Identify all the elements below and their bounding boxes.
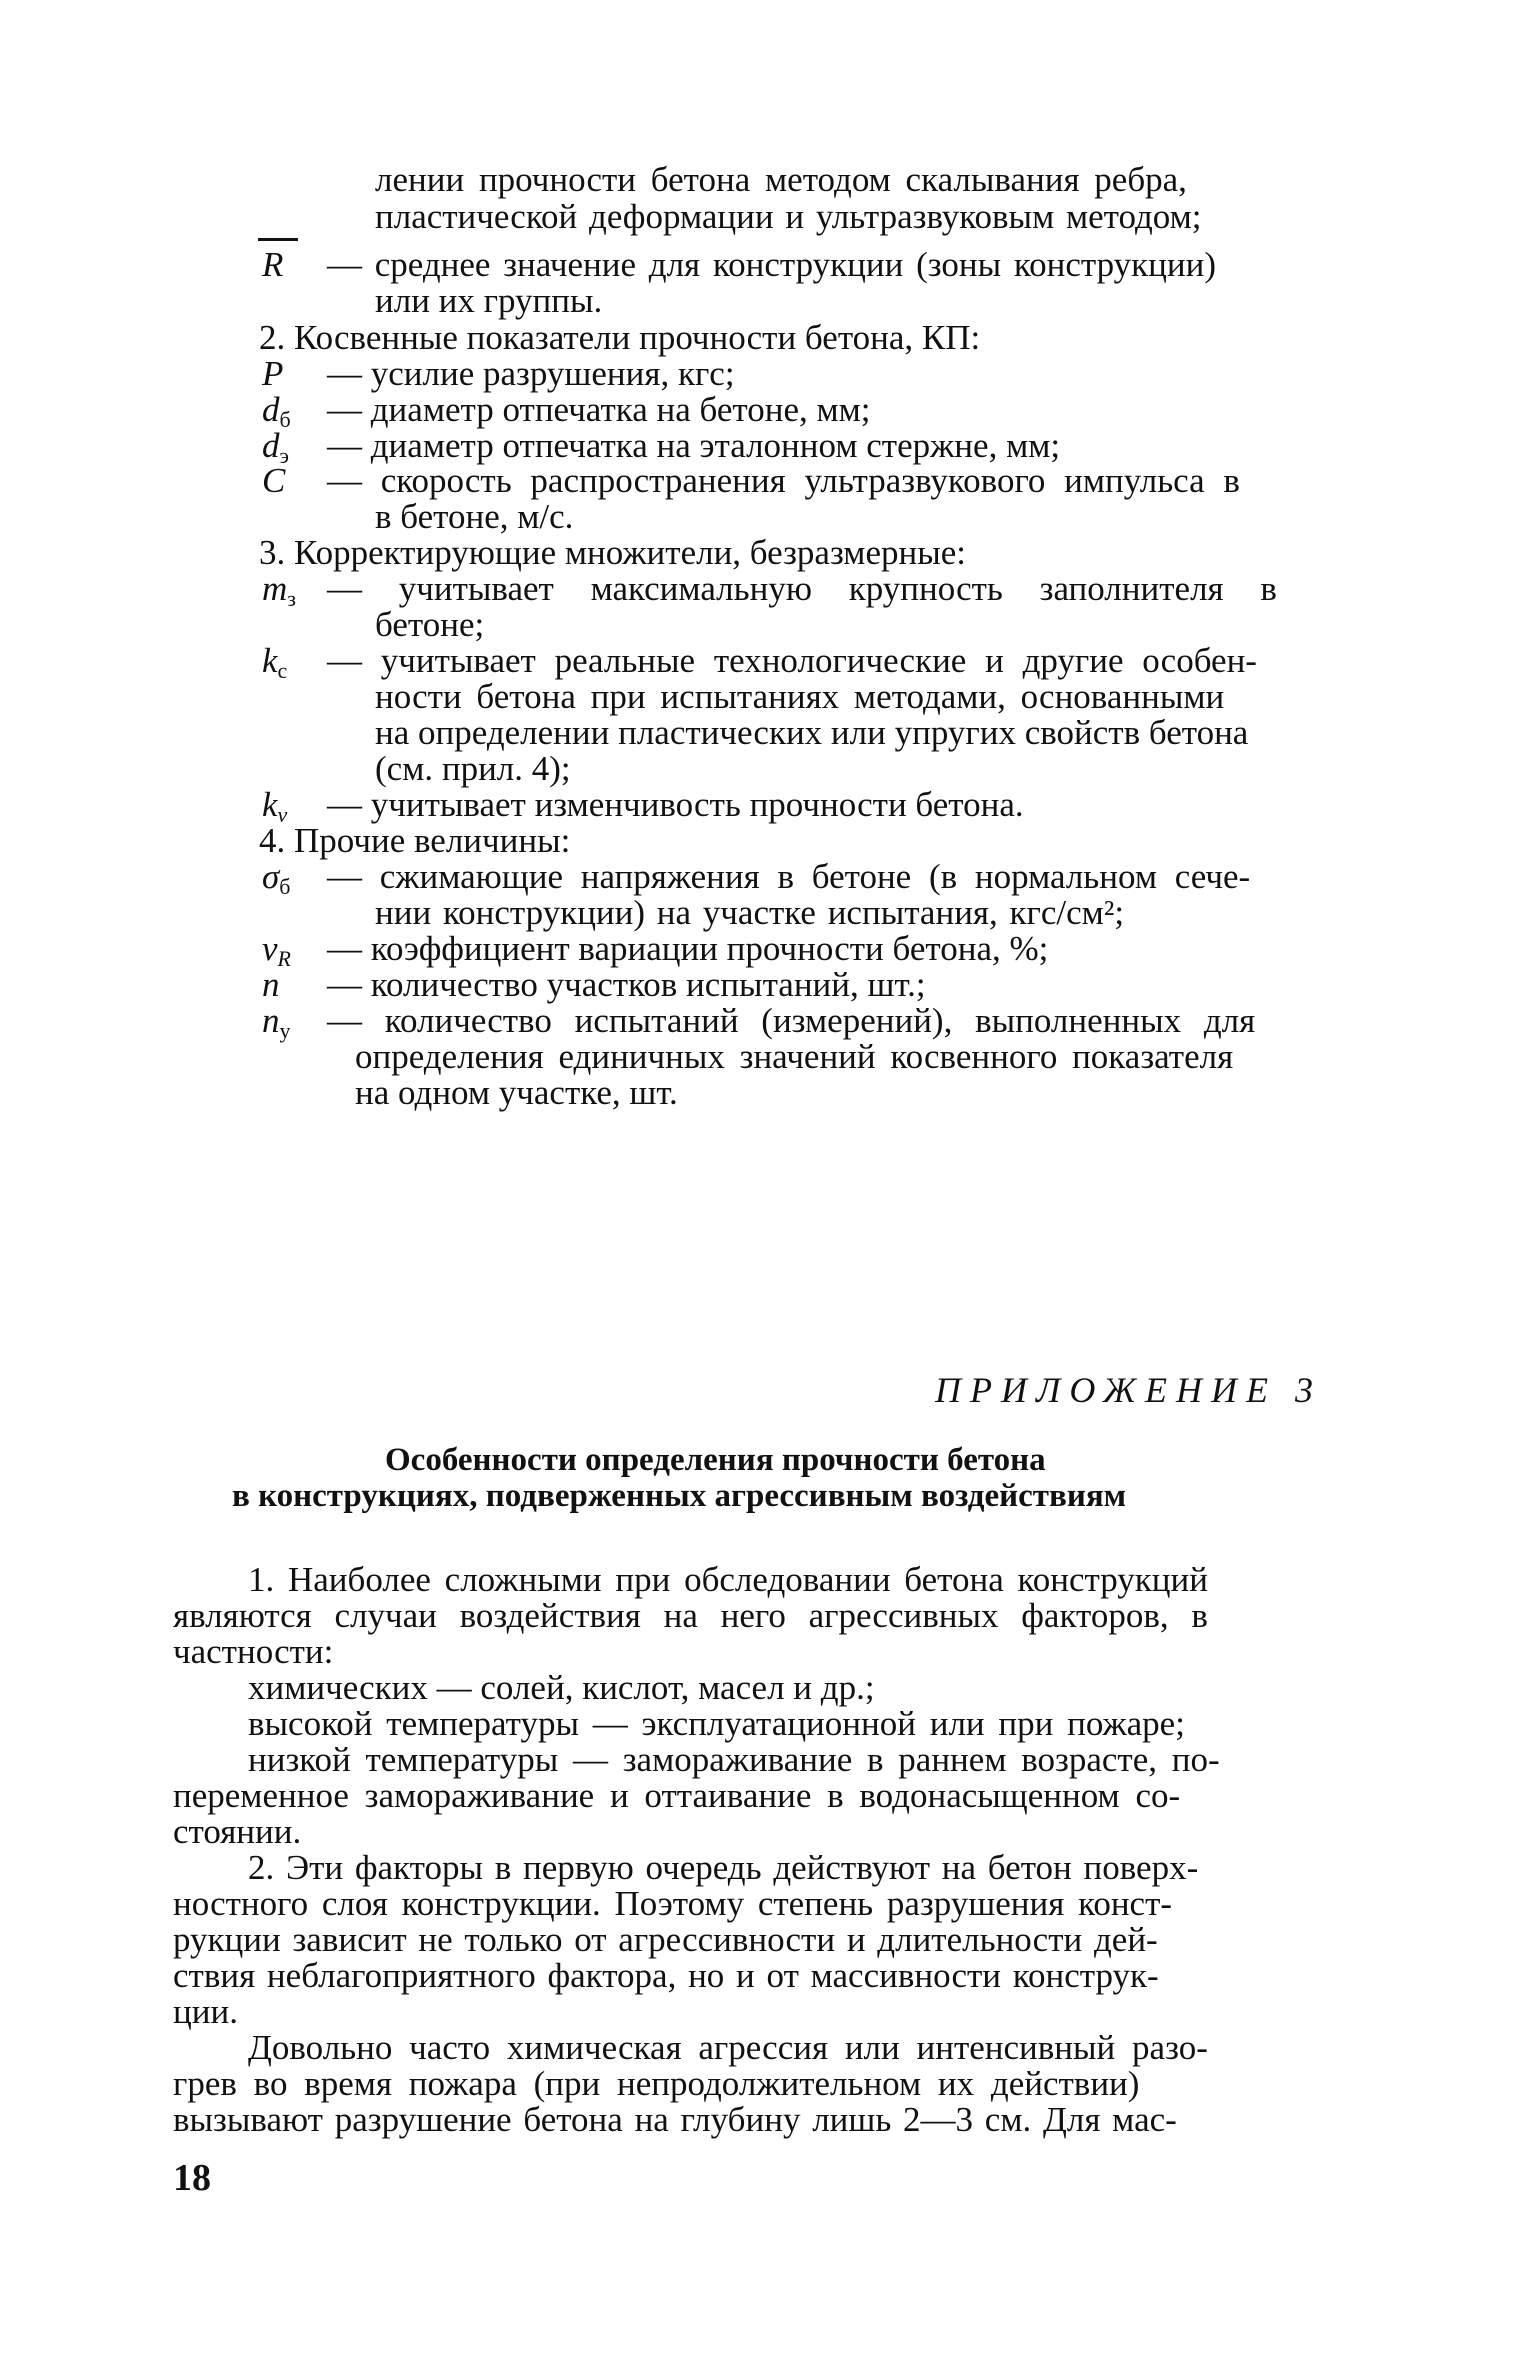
- symbol-n: n: [262, 965, 280, 1004]
- symbol-n-y: $n_у$: [262, 1001, 291, 1043]
- text-line: пластической деформации и ультразвуковым методом;: [375, 197, 1202, 236]
- text-line: — количество испытаний (измерений), выполненных для: [327, 1001, 1256, 1040]
- text-line: — скорость распространения ультразвукового импульса в: [327, 461, 1240, 500]
- body-line: химических — солей, кислот, масел и др.;: [248, 1668, 875, 1707]
- page-number: 18: [173, 2157, 211, 2199]
- text-line: лении прочности бетона методом скалывания ребра,: [375, 160, 1187, 199]
- text-line: на определении пластических или упругих свойств бетона: [375, 713, 1249, 752]
- symbol-sigma-b: $\sigma_б$: [262, 857, 291, 899]
- symbol-d-b: $d_б$: [262, 390, 291, 432]
- body-line: частности:: [173, 1632, 334, 1671]
- text-line: на одном участке, шт.: [355, 1073, 678, 1112]
- section-heading: 2. Косвенные показатели прочности бетона, КП:: [259, 318, 981, 357]
- symbol-c: C: [262, 461, 286, 500]
- appendix-title-line: Особенности определения прочности бетона: [385, 1442, 1046, 1478]
- text-line: в бетоне, м/с.: [375, 497, 574, 536]
- body-line: Довольно часто химическая агрессия или интенсивный разо-: [248, 2028, 1208, 2067]
- text-line: ности бетона при испытаниях методами, основанными: [375, 677, 1225, 716]
- body-line: переменное замораживание и оттаивание в водонасыщенном со-: [173, 1776, 1181, 1815]
- body-line: стоянии.: [173, 1812, 302, 1851]
- symbol-r: R: [262, 245, 284, 284]
- symbol-k-v: $k_v$: [262, 785, 288, 827]
- body-line: 1. Наиболее сложными при обследовании бетона конструкций: [248, 1560, 1208, 1599]
- text-line: — учитывает реальные технологические и другие особен-: [327, 641, 1257, 680]
- symbol-d-e: $d_э$: [262, 426, 289, 468]
- text-line: — учитывает изменчивость прочности бетона.: [327, 785, 1024, 824]
- text-line: — среднее значение для конструкции (зоны конструкции): [327, 245, 1216, 284]
- body-line: ностного слоя конструкции. Поэтому степень разрушения конст-: [173, 1884, 1173, 1923]
- symbol-p: P: [262, 354, 284, 393]
- text-line: нии конструкции) на участке испытания, кгс/см²;: [375, 893, 1125, 932]
- text-line: или их группы.: [375, 281, 603, 320]
- text-line: (см. прил. 4);: [375, 749, 571, 788]
- text-line: — сжимающие напряжения в бетоне (в нормальном сече-: [327, 857, 1251, 896]
- body-line: являются случаи воздействия на него агрессивных факторов, в: [173, 1596, 1208, 1635]
- body-line: высокой температуры — эксплуатационной или при пожаре;: [248, 1704, 1185, 1743]
- body-line: ствия неблагоприятного фактора, но и от массивности конструк-: [173, 1956, 1159, 1995]
- text-line: бетоне;: [375, 605, 485, 644]
- overbar-decoration: [258, 238, 298, 241]
- body-line: рукции зависит не только от агрессивности и длительности дей-: [173, 1920, 1158, 1959]
- section-heading: 3. Корректирующие множители, безразмерные:: [259, 533, 966, 572]
- text-line: — учитывает максимальную крупность заполнителя в: [327, 569, 1277, 608]
- text-line: — усилие разрушения, кгс;: [327, 354, 735, 393]
- section-heading: 4. Прочие величины:: [259, 821, 571, 860]
- symbol-m-z: $m_з$: [262, 569, 296, 611]
- symbol-v-r: $v_R$: [262, 929, 291, 971]
- text-line: — диаметр отпечатка на эталонном стержне, мм;: [327, 426, 1061, 465]
- appendix-title-line: в конструкциях, подверженных агрессивным воздействиям: [232, 1478, 1127, 1514]
- text-line: — коэффициент вариации прочности бетона, %;: [327, 929, 1049, 968]
- body-line: вызывают разрушение бетона на глубину лишь 2—3 см. Для мас-: [173, 2100, 1177, 2139]
- text-line: определения единичных значений косвенного показателя: [355, 1037, 1234, 1076]
- text-line: — диаметр отпечатка на бетоне, мм;: [327, 390, 871, 429]
- text-line: — количество участков испытаний, шт.;: [327, 965, 926, 1004]
- body-line: грев во время пожара (при непродолжительном их действии): [173, 2064, 1140, 2103]
- symbol-k-c: $k_с$: [262, 641, 288, 683]
- body-line: ции.: [173, 1992, 238, 2031]
- body-line: низкой температуры — замораживание в раннем возрасте, по-: [248, 1740, 1220, 1779]
- body-line: 2. Эти факторы в первую очередь действуют на бетон поверх-: [248, 1848, 1199, 1887]
- appendix-label: ПРИЛОЖЕНИЕ 3: [935, 1370, 1322, 1410]
